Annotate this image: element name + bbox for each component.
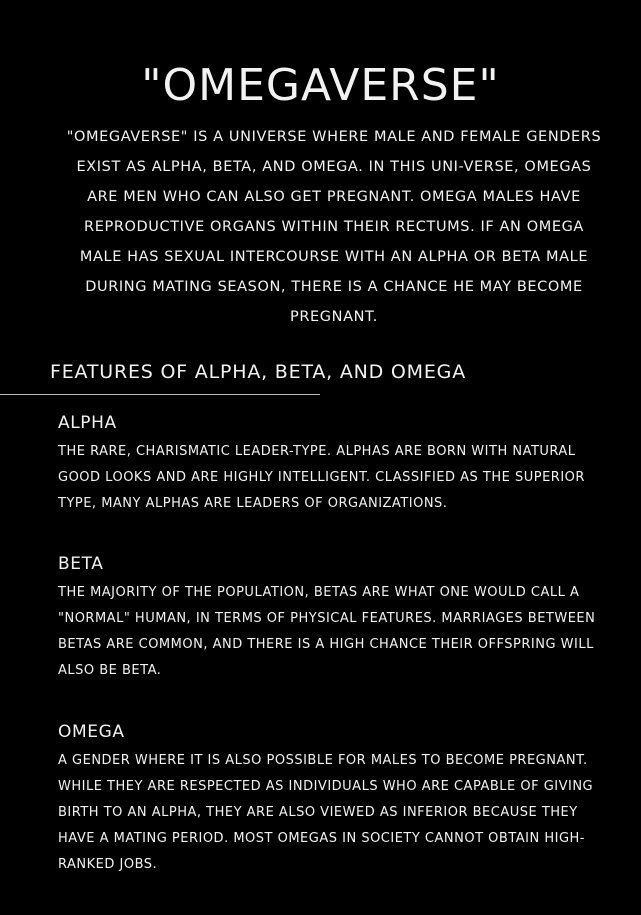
intro-paragraph: "OMEGAVERSE" IS A UNIVERSE WHERE MALE AND FEMALE GENDERS EXIST AS ALPHA, BETA, AND OMEGA. IN THIS UNI-VERSE, OMEGAS ARE MEN WHO CAN ALSO GET PREGNANT. OMEGA MALES HAVE REPRODUCTIVE ORGANS WITHIN THEIR RECTUMS. IF AN OMEGA MALE HAS SEXUAL INTERCOURSE WITH AN ALPHA OR BETA MALE DURING MATING SEASON, THERE IS A CHANCE HE MAY BECOME PREGNANT. bbox=[66, 129, 602, 325]
omega-section-title: OMEGA bbox=[58, 722, 125, 742]
features-heading: FEATURES OF ALPHA, BETA, AND OMEGA bbox=[50, 361, 467, 383]
beta-section-body: THE MAJORITY OF THE POPULATION, BETAS ARE WHAT ONE WOULD CALL A "NORMAL" HUMAN, IN TERMS OF PHYSICAL FEATURES. MARRIAGES BETWEEN BETAS ARE COMMON, AND THERE IS A HIGH CHANCE THEIR OFFSPRING WILL ALSO BE BETA. bbox=[58, 585, 596, 678]
section-divider bbox=[0, 394, 320, 395]
page-title: "OMEGAVERSE" bbox=[141, 60, 500, 111]
alpha-section-title: ALPHA bbox=[58, 413, 117, 433]
beta-section-title: BETA bbox=[58, 554, 104, 574]
alpha-section-body: THE RARE, CHARISMATIC LEADER-TYPE. ALPHAS ARE BORN WITH NATURAL GOOD LOOKS AND ARE HIGHLY INTELLIGENT. CLASSIFIED AS THE SUPERIOR TYPE, MANY ALPHAS ARE LEADERS OF ORGANIZATIONS. bbox=[58, 444, 585, 511]
omega-section-body: A GENDER WHERE IT IS ALSO POSSIBLE FOR MALES TO BECOME PREGNANT. WHILE THEY ARE RESPECTED AS INDIVIDUALS WHO ARE CAPABLE OF GIVING BIRTH TO AN ALPHA, THEY ARE ALSO VIEWED AS INFERIOR BECAUSE THEY HAVE A MATING PERIOD. MOST OMEGAS IN SOCIETY CANNOT OBTAIN HIGH-RANKED JOBS. bbox=[58, 753, 594, 872]
